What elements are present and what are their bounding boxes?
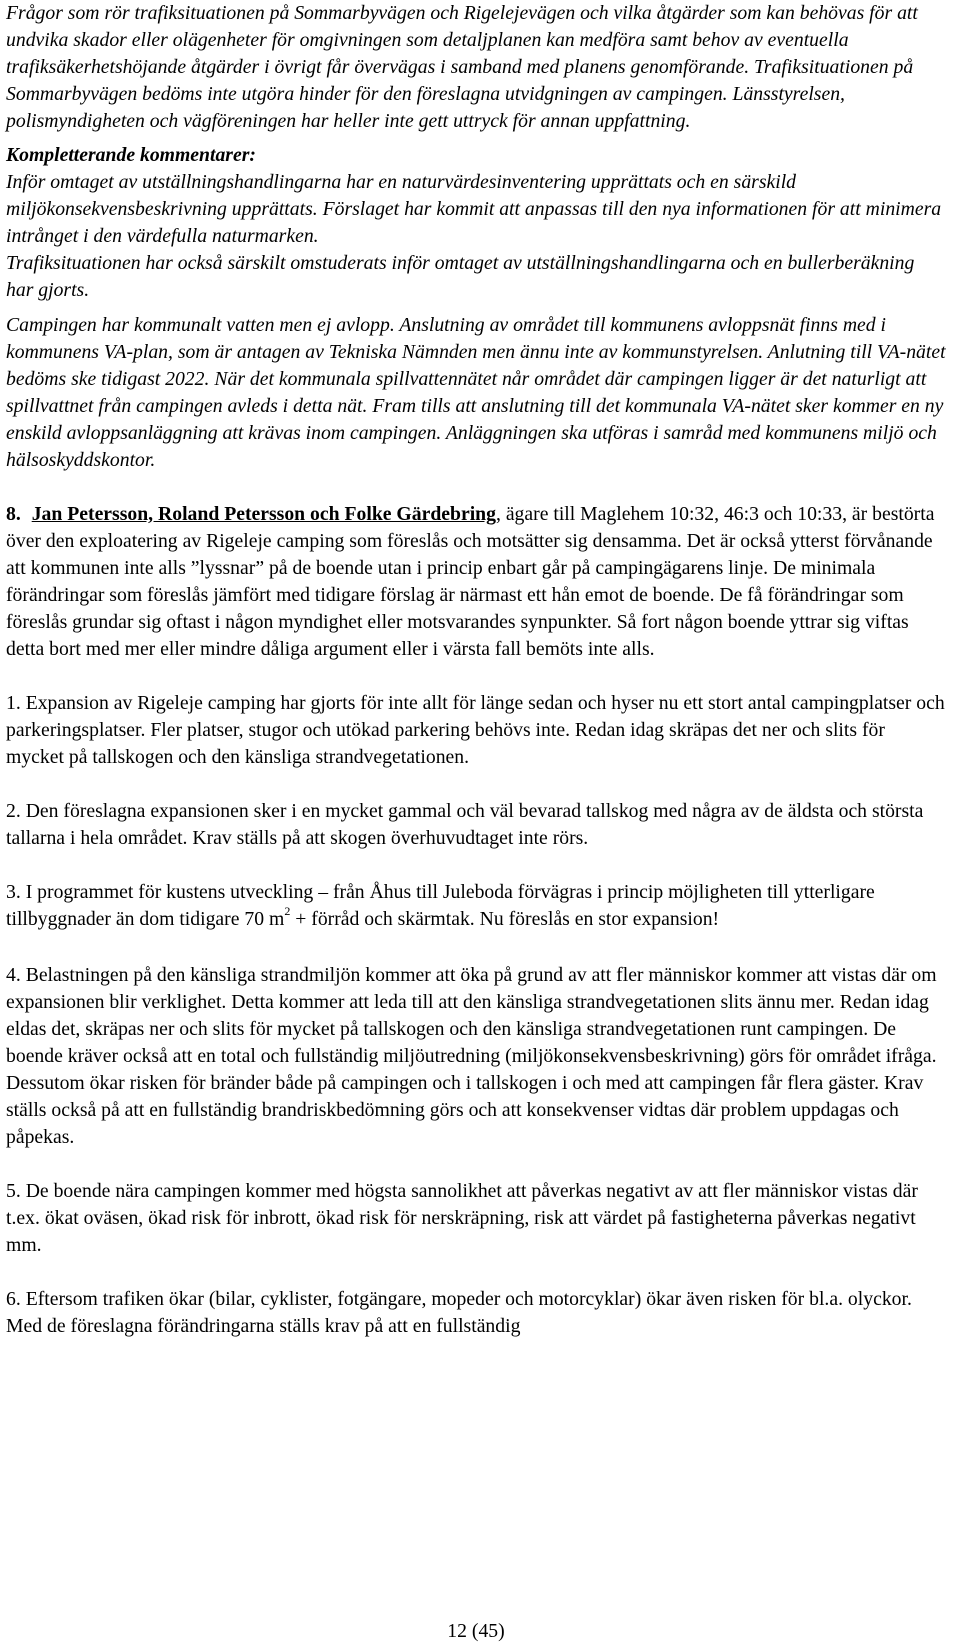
list-item-5: 5. De boende nära campingen kommer med högsta sannolikhet att påverkas negativt av att fler människor vistas där t.ex. ökat oväsen, ökad risk för inbrott, ökad risk för nerskräpning, risk att värdet på fastigheterna påverkas negativt mm. [6,1180,918,1256]
comment-paragraph-traffic: Frågor som rör trafiksituationen på Sommarbyvägen och Rigelejevägen och vilka åtgärder som kan behövas för att undvika skador eller olägenheter för omgivningen som detaljplanen kan medföra samt behov av eventuella trafiksäkerhetshöjande åtgärder i övrigt får övervägas i samband med planens genomförande. Trafiksituationen på Sommarbyvägen bedöms inte utgöra hinder för den föreslagna utvidgningen av campingen. Länsstyrelsen, polismyndigheten och vägföreningen har heller inte gett uttryck för annan uppfattning. [6,2,918,132]
section-8-intro [6,501,946,663]
list-item-1: 1. Expansion av Rigeleje camping har gjorts för inte allt för länge sedan och hyser nu ett stort antal campingplatser och parkeringsplatser. Fler platser, stugor och utökad parkering behövs inte. Redan idag skräpas det ner och slits för mycket på tallskogen och den känsliga strandvegetationen. [6,692,945,768]
list-item-3-text-a: 3. I programmet för kustens utveckling – från Åhus till Juleboda förvägras i princip möjligheten till ytterligare tillbyggnader än dom tidigare 70 m [6,881,875,930]
list-item-3-text-b: + förråd och skärmtak. Nu föreslås en stor expansion! [290,908,720,930]
page-number: 12 (45) [447,1620,505,1642]
comment-paragraph-inventory: Inför omtaget av utställningshandlingarna har en naturvärdesinventering upprättats och en särskild miljökonsekvensbeskrivning upprättats. Förslaget har kommit att anpassas till den nya informationen för att minimera intrånget i den värdefulla naturmarken. [6,171,942,247]
list-item-2: 2. Den föreslagna expansionen sker i en mycket gammal och väl bevarad tallskog med några av de äldsta och största tallarna i hela området. Krav ställs på att skogen överhuvudtaget inte rörs. [6,800,924,849]
section-names: Jan Petersson, Roland Petersson och Folke Gärdebring [31,503,496,525]
section-number: 8. [6,503,21,525]
list-item-4: 4. Belastningen på den känsliga strandmiljön kommer att öka på grund av att fler människor kommer att vistas där om expansionen blir verklighet. Detta kommer att leda till att den känsliga strandvegetationen slits ännu mer. Redan idag eldas det, skräpas ner och slits för mycket på tallskogen och den känsliga strandvegetationen runt campingen. De boende kräver också att en total och fullständig miljöutredning (miljökonsekvensbeskrivning) görs för området ifråga. Dessutom ökar risken för bränder både på campingen och i tallskogen i och med att campingen får flera gäster. Krav ställs också på att en fullständig brandriskbedömning görs och att konsekvenser vidtas där problem uppdagas och påpekas. [6,964,937,1148]
superscript-squared: 2 [284,904,291,918]
list-item-3 [6,879,946,935]
section-heading: Kompletterande kommentarer: [6,144,256,166]
section-intro-text: , ägare till Maglehem 10:32, 46:3 och 10:33, är bestörta över den exploatering av Rigeleje camping som föreslås och motsätter sig densamma. Det är också ytterst förvånande att kommunen inte alls ”lyssnar” på de boende utan i princip enbart går på campingägarens linje. De minimala förändringar som föreslås jämfört med tidigare förslag är närmast ett hån emot de boende. De få förändringar som föreslås grundar sig oftast i någon myndighet eller motsvarandes synpunkter. Så fort någon boende yttrar sig viftas detta bort med mer eller mindre dåliga argument eller i värsta fall bemöts inte alls. [6,503,935,660]
list-item-6: 6. Eftersom trafiken ökar (bilar, cyklister, fotgängare, mopeder och motorcyklar) ökar även risken för bl.a. olyckor. Med de föreslagna förändringarna ställs krav på att en fullständig [6,1288,912,1337]
comment-paragraph-traffic-study: Trafiksituationen har också särskilt omstuderats inför omtaget av utställningshandlingarna och en bullerberäkning har gjorts. [6,252,915,301]
document-page [6,0,946,1642]
comment-paragraph-sewage: Campingen har kommunalt vatten men ej avlopp. Anslutning av området till kommunens avloppsnät finns med i kommunens VA-plan, som är antagen av Tekniska Nämnden men ännu inte av kommunstyrelsen. Anlutning till VA-nätet bedöms ske tidigast 2022. När det kommunala spillvattennätet når området där campingen ligger är det naturligt att spillvattnet från campingen avleds i detta nät. Fram tills att anslutning till det kommunala VA-nätet sker kommer en ny enskild avloppsanläggning att krävas inom campingen. Anläggningen ska utföras i samråd med kommunens miljö och hälsoskyddskontor. [6,314,946,471]
